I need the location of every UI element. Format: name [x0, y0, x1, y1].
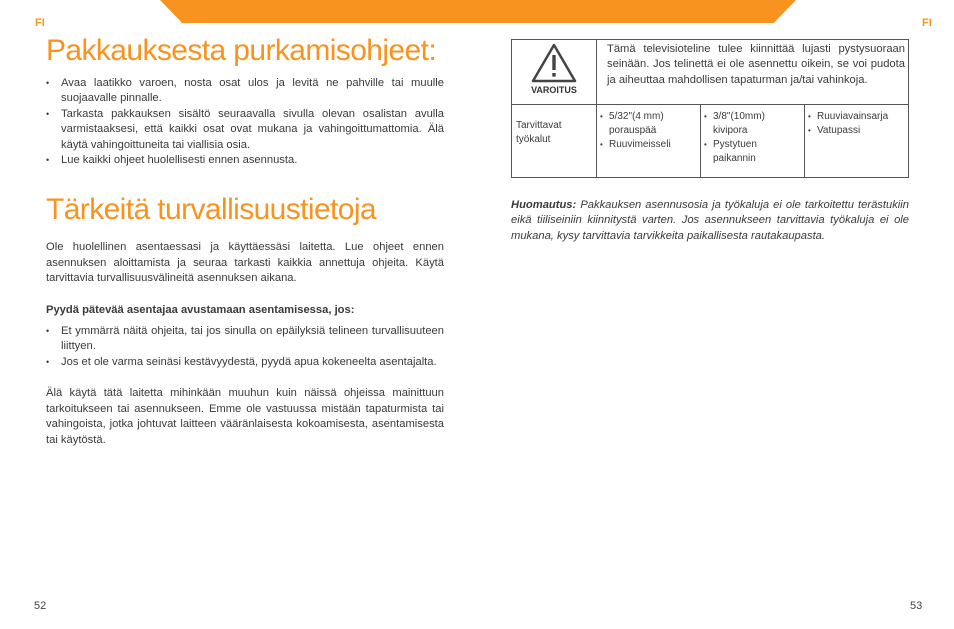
safety-lead: Pyydä pätevää asentajaa avustamaan asentamisessa, jos:: [46, 303, 355, 316]
list-item: • Vatupassi: [808, 124, 905, 138]
list-item: • Ruuvimeisseli: [600, 138, 697, 152]
tools-column-3: [805, 105, 909, 178]
page-number-right: 53: [910, 600, 923, 612]
left-page-column: [46, 33, 444, 448]
unpack-list: [46, 76, 444, 168]
safety-intro: Ole huolellinen asentaessasi ja käyttäessäsi laitetta. Lue ohjeet ennen asennuksen aloittamista ja seuraa tarkasti kaikkia annettuja ohjeita. Käytä tarvittavia turvallisuusvälineitä asennuksen aikana.: [46, 241, 444, 285]
note-label: Huomautus:: [511, 199, 577, 211]
tools-label: Tarvittavat työkalut: [512, 105, 597, 178]
list-item: • Tarkasta pakkauksen sisältö seuraavalla sivulla olevan osalistan avulla varmistaaksesi, että kaikki osat ovat mukana ja vahingoittumattomia. Älä käytä vahingoittuneita tai viallisia osia.: [46, 107, 444, 153]
warning-text: Tämä televisioteline tulee kiinnittää lujasti pystysuoraan seinään. Jos telinettä ei ole asennettu oikein, se voi pudota ja aiheuttaa mahdollisen tapaturman ja/tai vahinkoja.: [597, 40, 909, 105]
list-item: • Et ymmärrä näitä ohjeita, tai jos sinulla on epäilyksiä telineen turvallisuuteen liittyen.: [46, 324, 444, 355]
tools-column-2: [701, 105, 805, 178]
right-page-column: [511, 39, 909, 244]
language-code-right: FI: [922, 17, 932, 29]
note-text: Pakkauksen asennusosia ja työkaluja ei ole tarkoitettu terästukiin eikä tiiliseiniin kiinnitystä varten. Jos asennukseen tarvittavia työkaluja ei ole mukana, kysy tarvittavia tarvikkeita paikallisesta rautakaupasta.: [511, 199, 909, 242]
unpack-title: Pakkauksesta purkamisohjeet:: [46, 34, 437, 67]
safety-closing: Älä käytä tätä laitetta mihinkään muuhun kuin näissä ohjeissa mainittuun tarkoitukseen tai asennukseen. Emme ole vastuussa mistään tapaturmista tai vahingoista, jotka johtuvat laitteen vääränlaisesta kokoamisesta, asentamisesta tai käytöstä.: [46, 387, 444, 446]
list-item: • Avaa laatikko varoen, nosta osat ulos ja levitä ne pahville tai muulle suojaavalle pinnalle.: [46, 76, 444, 107]
list-item: • 5/32"(4 mm) porauspää: [600, 110, 697, 138]
page-number-left: 52: [34, 600, 47, 612]
warning-label: VAROITUS: [531, 85, 577, 95]
warning-table: [511, 39, 909, 178]
list-item: • Lue kaikki ohjeet huolellisesti ennen asennusta.: [46, 153, 444, 168]
list-item: • Ruuviavainsarja: [808, 110, 905, 124]
list-item: • Pystytuen paikannin: [704, 138, 801, 166]
safety-title: Tärkeitä turvallisuustietoja: [46, 193, 377, 227]
tools-column-1: [597, 105, 701, 178]
warning-triangle-icon: [531, 43, 577, 83]
note-paragraph: [511, 198, 909, 244]
safety-list: [46, 324, 444, 370]
warning-badge: [512, 40, 597, 105]
list-item: • 3/8"(10mm) kivipora: [704, 110, 801, 138]
list-item: • Jos et ole varma seinäsi kestävyydestä, pyydä apua kokeneelta asentajalta.: [46, 355, 444, 370]
header-accent-bar: [160, 0, 796, 23]
language-code-left: FI: [35, 17, 45, 29]
